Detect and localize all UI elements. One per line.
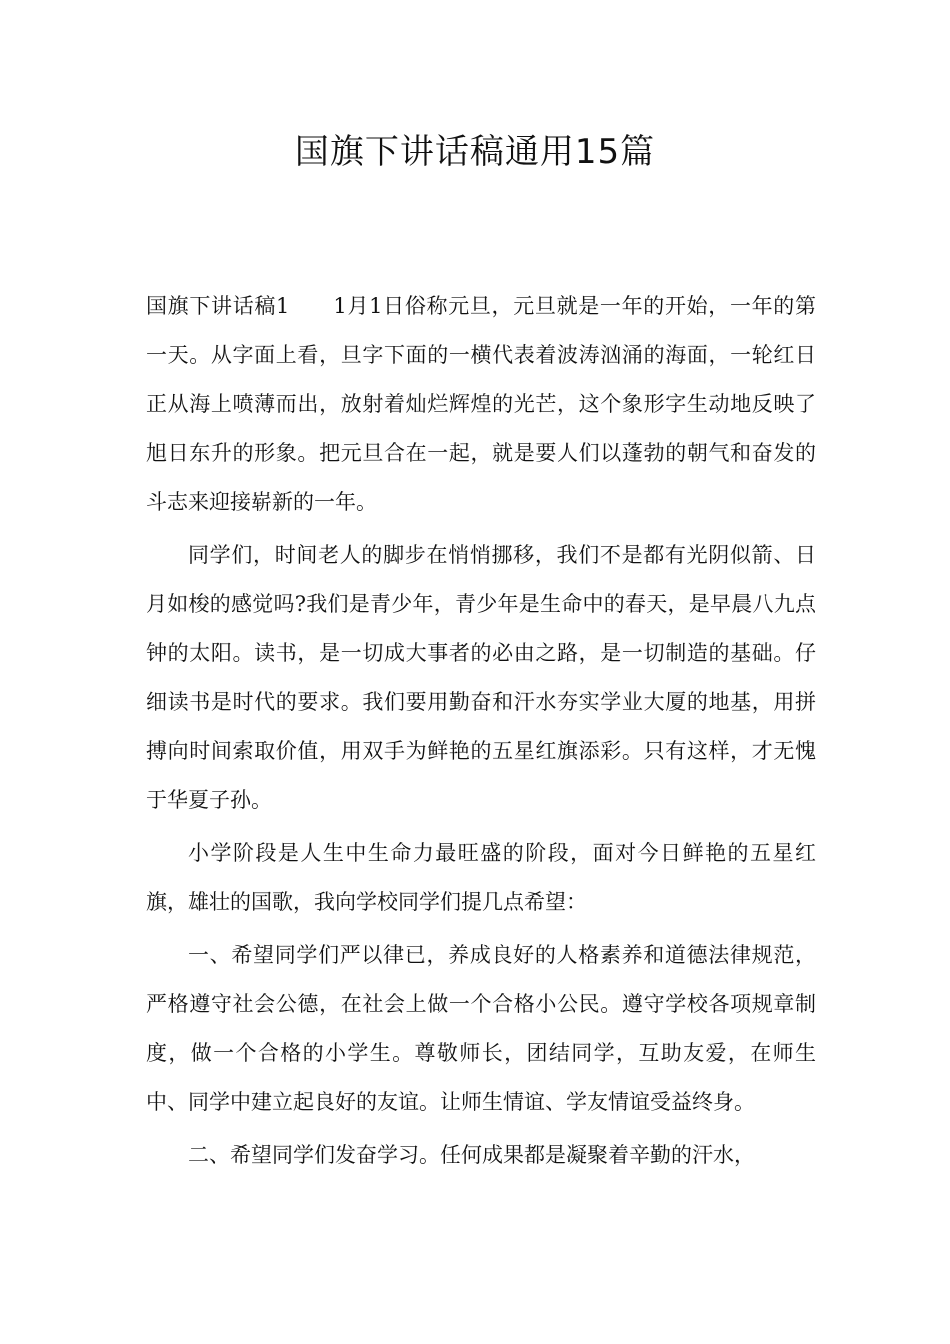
page-title: 国旗下讲话稿通用15篇 — [294, 132, 656, 172]
document-body — [146, 282, 816, 1180]
paragraph-1: 国旗下讲话稿1 1月1日俗称元旦，元旦就是一年的开始，一年的第一天。从字面上看，旦字下面的一横代表着波涛汹涌的海面，一轮红日正从海上喷薄而出，放射着灿烂辉煌的光芒，这个象形字生动地反映了旭日东升的形象。把元旦合在一起，就是要人们以蓬勃的朝气和奋发的斗志来迎接崭新的一年。 — [146, 294, 816, 514]
paragraph-2: 同学们，时间老人的脚步在悄悄挪移，我们不是都有光阴似箭、日月如梭的感觉吗?我们是青少年，青少年是生命中的春天，是早晨八九点钟的太阳。读书，是一切成大事者的必由之路，是一切制造的基础。仔细读书是时代的要求。我们要用勤奋和汗水夯实学业大厦的地基，用拼搏向时间索取价值，用双手为鲜艳的五星红旗添彩。只有这样，才无愧于华夏子孙。 — [146, 543, 816, 812]
paragraph-3: 小学阶段是人生中生命力最旺盛的阶段，面对今日鲜艳的五星红旗，雄壮的国歌，我向学校同学们提几点希望： — [146, 841, 816, 914]
paragraph-5: 二、希望同学们发奋学习。任何成果都是凝聚着辛勤的汗水， — [188, 1143, 755, 1167]
paragraph-4: 一、希望同学们严以律已，养成良好的人格素养和道德法律规范，严格遵守社会公德，在社会上做一个合格小公民。遵守学校各项规章制度，做一个合格的小学生。尊敬师长，团结同学，互助友爱，在师生中、同学中建立起良好的友谊。让师生情谊、学友情谊受益终身。 — [146, 943, 816, 1114]
